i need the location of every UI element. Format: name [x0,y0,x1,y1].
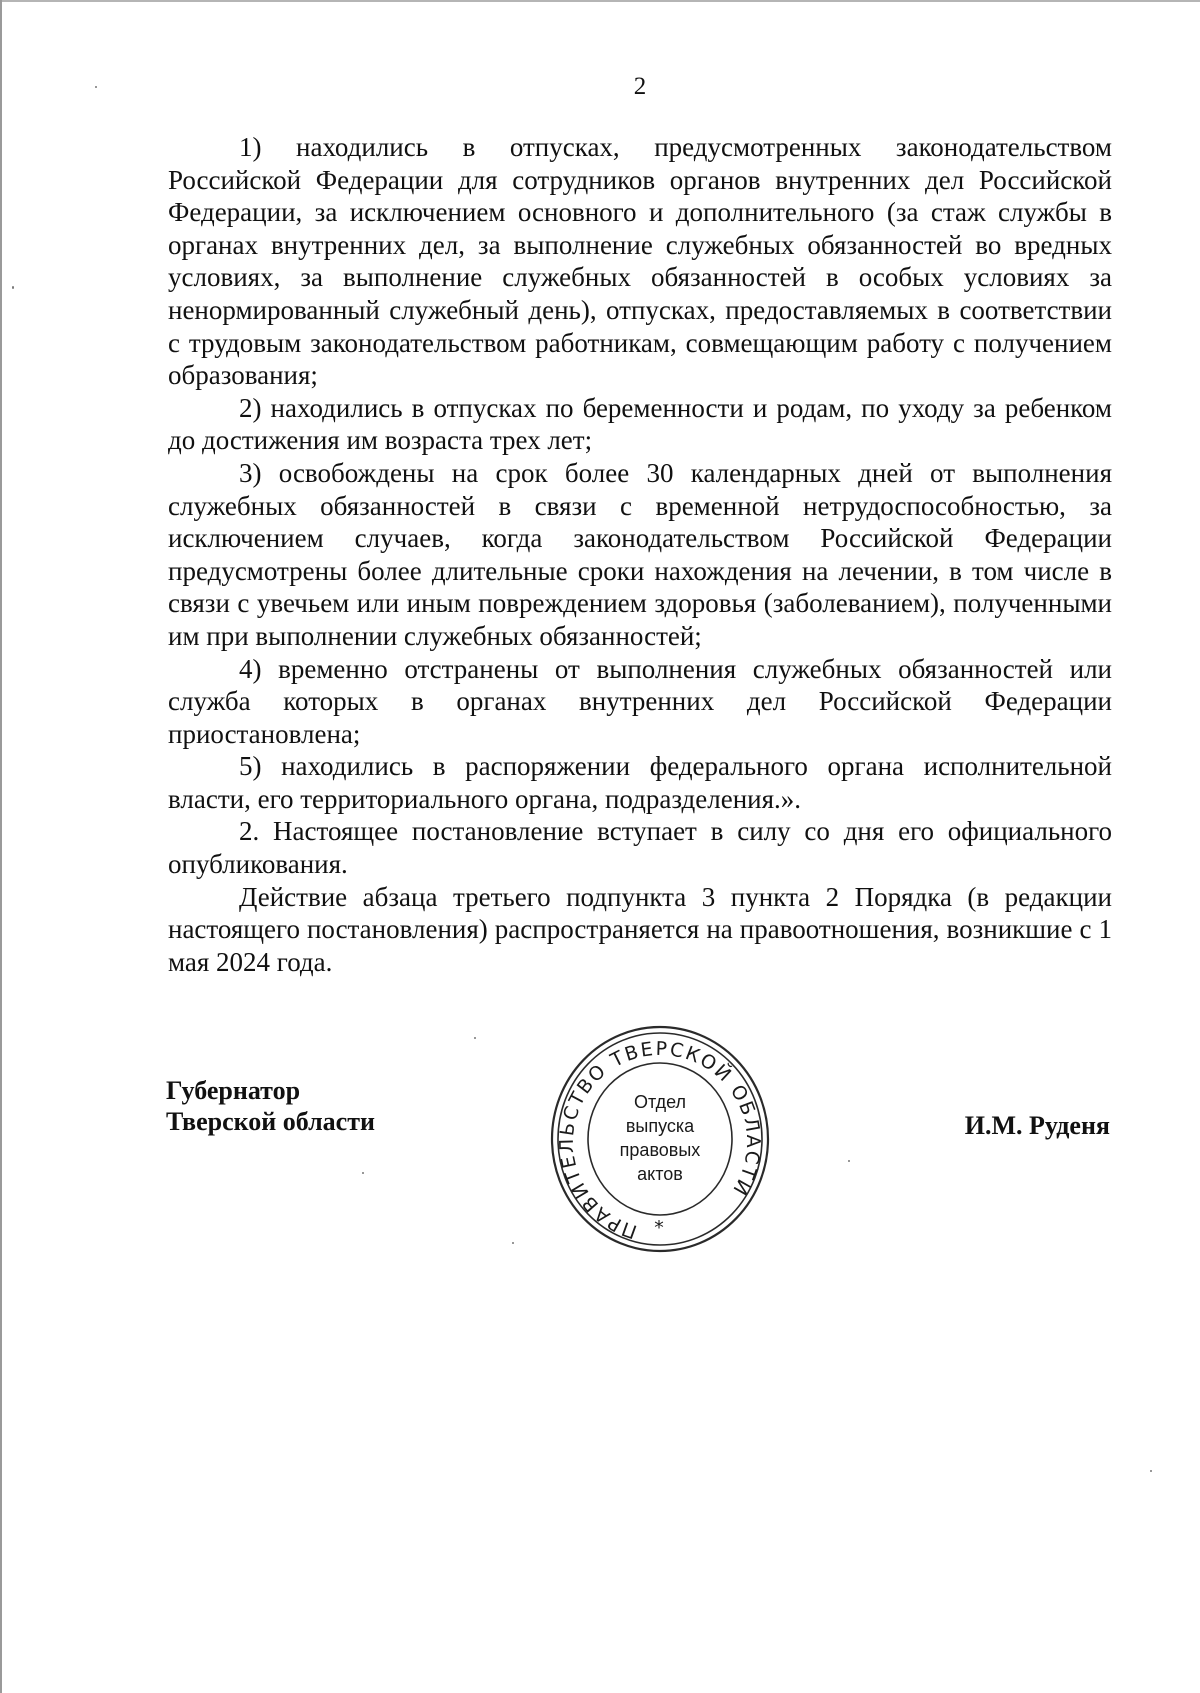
paragraph-item-5: 5) находились в распоряжении федерального органа исполнительной власти, его территориального органа, подразделения.». [168,751,1112,814]
scan-speck [512,1242,514,1244]
signatory-title [166,1075,375,1137]
scan-speck [95,86,97,88]
seal-star: * [654,1217,666,1239]
signatory-name: И.М. Руденя [964,1111,1110,1140]
seal-center-line4: актов [637,1164,683,1184]
signatory-title-line1: Губернатор [166,1076,301,1105]
paragraph-item-3: 3) освобождены на срок более 30 календарных дней от выполнения служебных обязанностей в связи с временной нетрудоспособностью, за исключением случаев, когда законодательством Российской Федерации предусмотрены более длительные сроки нахождения на лечении, в том числе в связи с увечьем или иным повреждением здоровья (заболеванием), полученными им при выполнении служебных обязанностей; [168,457,1112,651]
seal-center-line3: правовых [619,1140,701,1160]
scan-speck [474,1037,476,1039]
scan-edge-left [0,0,2,1693]
paragraph-item-1: 1) находились в отпусках, предусмотренных законодательством Российской Федерации для сотрудников органов внутренних дел Российской Федерации, за исключением основного и дополнительного (за стаж службы в органах внутренних дел, за выполнение служебных обязанностей во вредных условиях, за выполнение служебных обязанностей в особых условиях за ненормированный служебный день), отпусках, предоставляемых в соответствии с трудовым законодательством работникам, совмещающим работу с получением образования; [168,132,1112,391]
seal-center-line1: Отдел [633,1092,687,1112]
body-text [168,131,1112,978]
scan-speck [12,286,14,289]
paragraph-item-4: 4) временно отстранены от выполнения служебных обязанностей или служба которых в органах внутренних дел Российской Федерации приостановлена; [168,653,1112,749]
paragraph-item-2: 2) находились в отпусках по беременности и родам, по уходу за ребенком до достижения им возраста трех лет; [168,392,1112,456]
scan-speck [1150,1470,1152,1472]
paragraph-retroactive: Действие абзаца третьего подпункта 3 пункта 2 Порядка (в редакции настоящего постановления) распространяется на правоотношения, возникшие с 1 мая 2024 года. [168,881,1112,977]
official-seal [548,1024,772,1254]
scan-edge-top [0,0,1200,2]
signatory-title-line2: Тверской области [166,1107,375,1136]
scan-speck [362,1172,364,1174]
page-number: 2 [633,73,647,100]
scan-speck [848,1160,850,1162]
seal-ring-textpath: ПРАВИТЕЛЬСТВО ТВЕРСКОЙ ОБЛАСТИ [555,1037,765,1243]
paragraph-effective-date: 2. Настоящее постановление вступает в силу со дня его официального опубликования. [168,816,1112,880]
seal-center-text [548,1090,772,1186]
seal-center-line2: выпуска [625,1116,695,1136]
